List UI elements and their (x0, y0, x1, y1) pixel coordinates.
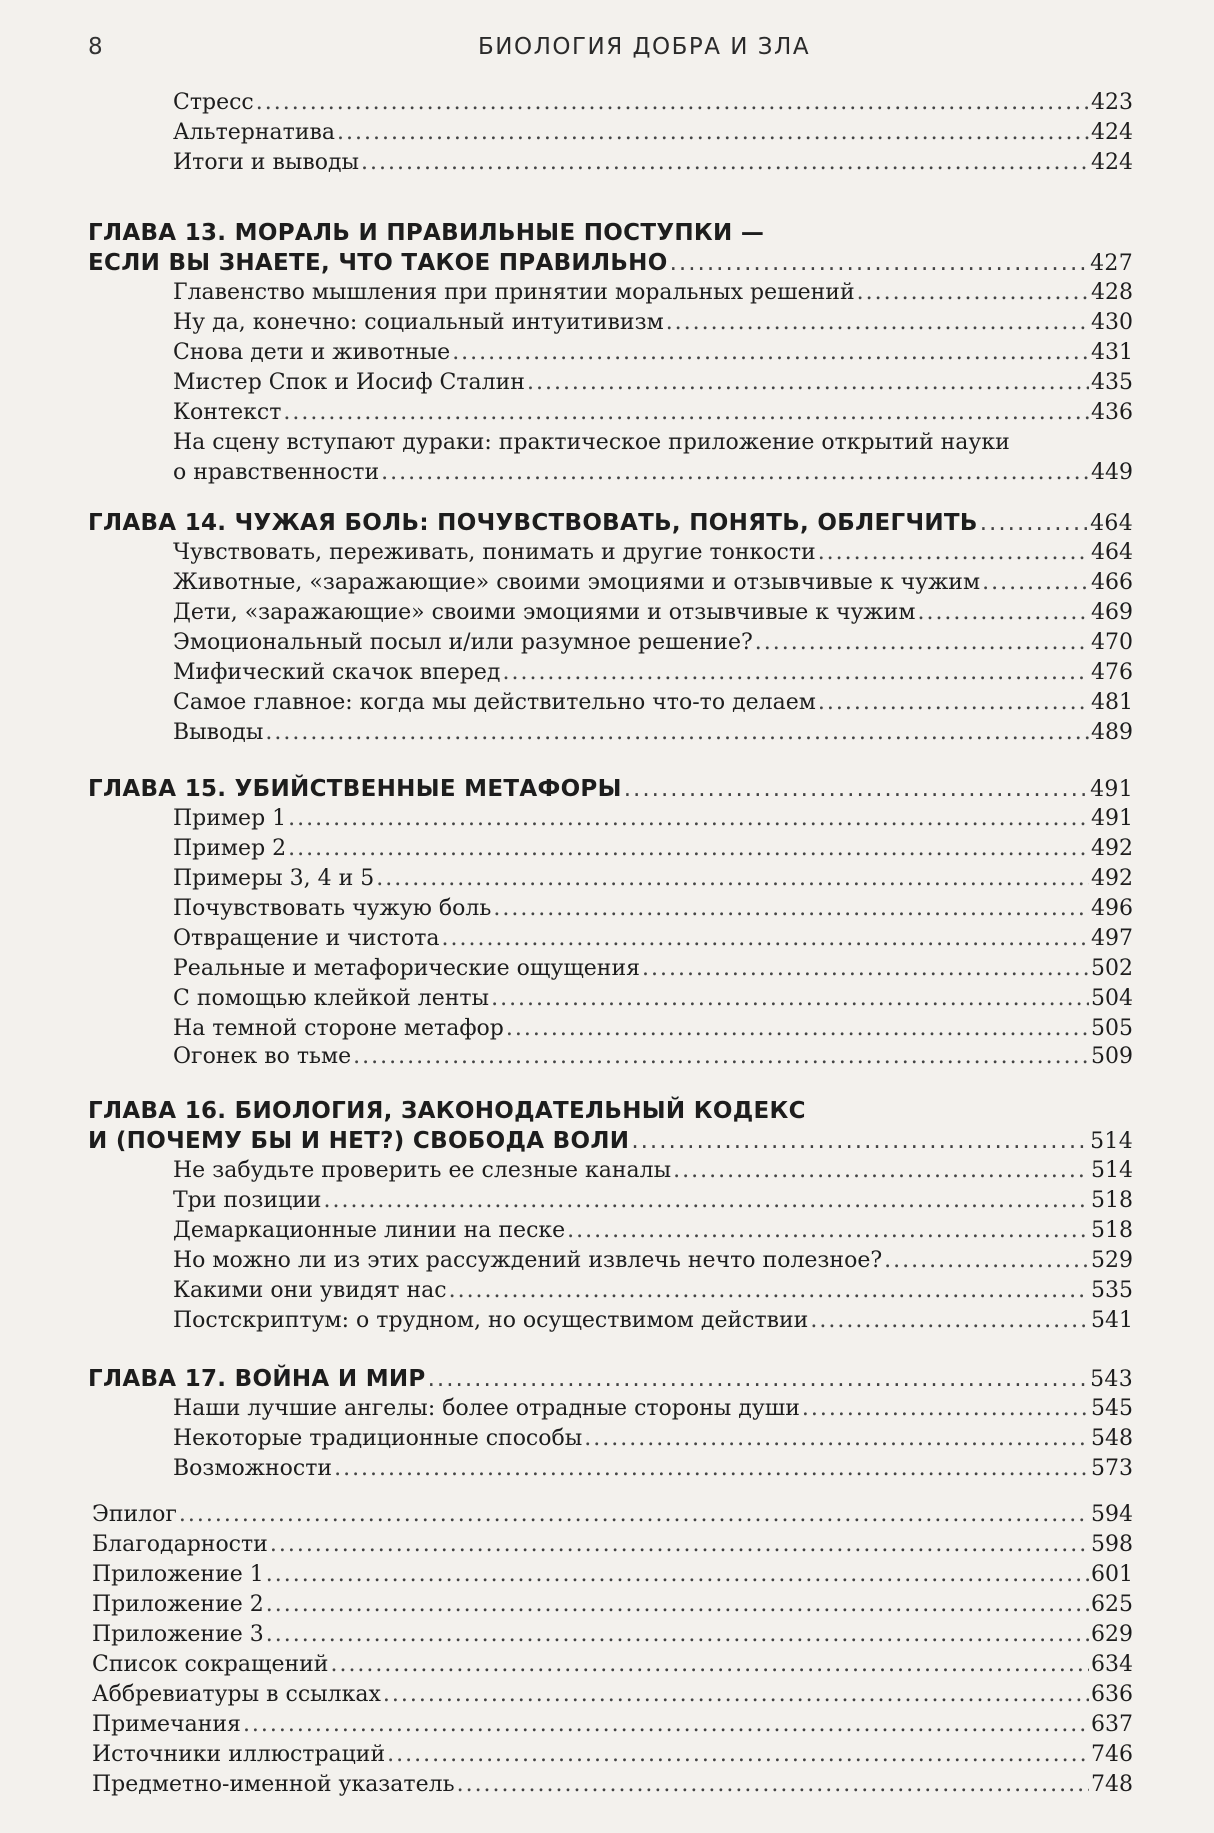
toc-entry (173, 864, 1133, 894)
toc-entry (173, 538, 1133, 568)
leader-dots (266, 1620, 1089, 1650)
leader-dots (755, 628, 1089, 658)
toc-entry (173, 308, 1133, 338)
toc-entry-title: Дети, «заражающие» своими эмоциями и отзывчивые к чужим (173, 600, 916, 625)
toc-entry-page: 424 (1091, 120, 1133, 145)
leader-dots (270, 1530, 1089, 1560)
toc-entry (173, 1454, 1133, 1484)
leader-dots (527, 368, 1089, 398)
leader-dots (361, 148, 1089, 178)
leader-dots (266, 1560, 1089, 1590)
leader-dots (818, 688, 1089, 718)
toc-entry (173, 278, 1133, 308)
leader-dots (884, 1246, 1089, 1276)
toc-entry-title: Пример 1 (173, 806, 287, 831)
toc-entry-page: 518 (1091, 1188, 1133, 1213)
toc-entry-page: 629 (1091, 1622, 1133, 1647)
toc-entry-page: 535 (1091, 1278, 1133, 1303)
toc-entry (173, 88, 1133, 118)
toc-entry-page: 541 (1091, 1308, 1133, 1333)
toc-entry-page: 548 (1091, 1426, 1133, 1451)
leader-dots (376, 864, 1089, 894)
toc-entry-page: 505 (1091, 1016, 1133, 1041)
toc-entry (173, 1276, 1133, 1306)
leader-dots (381, 458, 1089, 488)
leader-dots (283, 398, 1089, 428)
chapter-title: ГЛАВА 14. ЧУЖАЯ БОЛЬ: ПОЧУВСТВОВАТЬ, ПОНЯТЬ, ОБЛЕГЧИТЬ (88, 510, 978, 536)
toc-entry (173, 398, 1133, 428)
leader-dots (642, 954, 1089, 984)
leader-dots (491, 984, 1089, 1014)
toc-entry-title: Благодарности (92, 1532, 268, 1557)
leader-dots (506, 1014, 1089, 1044)
leader-dots (802, 1394, 1089, 1424)
toc-entry-page: 748 (1091, 1772, 1133, 1797)
leader-dots (818, 538, 1089, 568)
toc-entry-title: Стресс (173, 90, 254, 115)
toc-entry-title: Примеры 3, 4 и 5 (173, 866, 375, 891)
toc-entry-page: 470 (1091, 630, 1133, 655)
toc-entry-page: 430 (1091, 310, 1133, 335)
toc-entry-title: Эпилог (92, 1502, 177, 1527)
toc-entry-page: 491 (1091, 806, 1133, 831)
toc-entry (173, 598, 1133, 628)
leader-dots (449, 1276, 1089, 1306)
toc-entry (173, 1394, 1133, 1424)
leader-dots (179, 1500, 1089, 1530)
chapter-entry (88, 1126, 1133, 1156)
chapter-page: 514 (1090, 1129, 1133, 1154)
toc-entry-title: Не забудьте проверить ее слезные каналы (173, 1158, 672, 1183)
toc-entry-page: 504 (1091, 986, 1133, 1011)
toc-entry-title: Некоторые традиционные способы (173, 1426, 583, 1451)
leader-dots (452, 338, 1089, 368)
toc-entry-page: 428 (1091, 280, 1133, 305)
page-number: 8 (88, 34, 103, 60)
leader-dots (457, 1770, 1089, 1800)
toc-entry-title: о нравственности (173, 460, 380, 485)
toc-entry (173, 1424, 1133, 1454)
leader-dots (810, 1306, 1089, 1336)
toc-entry (173, 834, 1133, 864)
toc-entry (92, 1530, 1133, 1560)
toc-entry-title: Пример 2 (173, 836, 287, 861)
toc-entry-title: Чувствовать, переживать, понимать и другие тонкости (173, 540, 816, 565)
leader-dots (330, 1650, 1089, 1680)
leader-dots (493, 894, 1089, 924)
leader-dots (428, 1364, 1089, 1394)
toc-entry-title: Отвращение и чистота (173, 926, 440, 951)
toc-entry-title: Животные, «заражающие» своими эмоциями и отзывчивые к чужим (173, 570, 981, 595)
leader-dots (567, 1216, 1089, 1246)
toc-entry (92, 1620, 1133, 1650)
chapter-entry (88, 1364, 1133, 1394)
toc-entry-page: 594 (1091, 1502, 1133, 1527)
toc-entry (92, 1590, 1133, 1620)
toc-entry-title: С помощью клейкой ленты (173, 986, 490, 1011)
toc-entry (92, 1770, 1133, 1800)
toc-entry (173, 118, 1133, 148)
toc-entry-title: Ну да, конечно: социальный интуитивизм (173, 310, 664, 335)
toc-entry (173, 688, 1133, 718)
toc-entry-title: Выводы (173, 720, 264, 745)
leader-dots (265, 718, 1089, 748)
toc-entry (173, 368, 1133, 398)
leader-dots (584, 1424, 1089, 1454)
toc-entry-title: Демаркационные линии на песке (173, 1218, 566, 1243)
toc-entry-title: Итоги и выводы (173, 150, 360, 175)
chapter-title: ГЛАВА 16. БИОЛОГИЯ, ЗАКОНОДАТЕЛЬНЫЙ КОДЕКС (88, 1098, 806, 1124)
leader-dots (288, 804, 1089, 834)
leader-dots (857, 278, 1089, 308)
toc-entry-page: 449 (1091, 460, 1133, 485)
toc-entry (92, 1680, 1133, 1710)
toc-entry (173, 628, 1133, 658)
toc-entry-title: Аббревиатуры в ссылках (92, 1682, 381, 1707)
toc-entry-page: 436 (1091, 400, 1133, 425)
toc-entry-title: Реальные и метафорические ощущения (173, 956, 640, 981)
toc-entry-page: 518 (1091, 1218, 1133, 1243)
running-head (88, 30, 1134, 70)
leader-dots (666, 308, 1089, 338)
leader-dots (266, 1590, 1089, 1620)
chapter-page: 543 (1090, 1367, 1133, 1392)
toc-entry-page: 423 (1091, 90, 1133, 115)
toc-entry (92, 1500, 1133, 1530)
toc-entry-title: Контекст (173, 400, 282, 425)
toc-entry-page: 431 (1091, 340, 1133, 365)
chapter-page: 464 (1090, 511, 1133, 536)
toc-entry (173, 984, 1133, 1014)
toc-entry (173, 148, 1133, 178)
leader-dots (288, 834, 1089, 864)
chapter-title: ЕСЛИ ВЫ ЗНАЕТЕ, ЧТО ТАКОЕ ПРАВИЛЬНО (88, 250, 668, 276)
running-title: БИОЛОГИЯ ДОБРА И ЗЛА (478, 34, 811, 60)
toc-entry-title: Приложение 2 (92, 1592, 264, 1617)
leader-dots (383, 1680, 1089, 1710)
toc-entry (173, 1014, 1133, 1044)
toc-entry-page: 637 (1091, 1712, 1133, 1737)
leader-dots (243, 1710, 1089, 1740)
toc-entry (92, 1650, 1133, 1680)
toc-entry (173, 1156, 1133, 1186)
chapter-entry (88, 248, 1133, 278)
leader-dots (670, 248, 1089, 278)
toc-entry (173, 1186, 1133, 1216)
toc-entry-page: 502 (1091, 956, 1133, 981)
toc-entry (173, 924, 1133, 954)
leader-dots (917, 598, 1089, 628)
toc-entry-page: 469 (1091, 600, 1133, 625)
leader-dots (256, 88, 1089, 118)
leader-dots (334, 1454, 1089, 1484)
toc-entry-page: 634 (1091, 1652, 1133, 1677)
toc-entry (92, 1740, 1133, 1770)
toc-entry-page: 464 (1091, 540, 1133, 565)
toc-entry-page: 424 (1091, 150, 1133, 175)
toc-entry-title: Источники иллюстраций (92, 1742, 386, 1767)
toc-entry-page: 529 (1091, 1248, 1133, 1273)
toc-entry-page: 573 (1091, 1456, 1133, 1481)
toc-entry (173, 1042, 1133, 1072)
toc-entry (173, 568, 1133, 598)
toc-entry-title: Огонек во тьме (173, 1044, 352, 1069)
toc-entry-title: Предметно-именной указатель (92, 1772, 455, 1797)
toc-entry (173, 458, 1133, 488)
chapter-title: ГЛАВА 13. МОРАЛЬ И ПРАВИЛЬНЫЕ ПОСТУПКИ — (88, 220, 765, 246)
toc-entry-title: Примечания (92, 1712, 241, 1737)
chapter-title: ГЛАВА 15. УБИЙСТВЕННЫЕ МЕТАФОРЫ (88, 776, 622, 802)
leader-dots (980, 508, 1088, 538)
toc-entry-title: Приложение 3 (92, 1622, 264, 1647)
chapter-title: И (ПОЧЕМУ БЫ И НЕТ?) СВОБОДА ВОЛИ (88, 1128, 630, 1154)
toc-entry (173, 718, 1133, 748)
leader-dots (337, 118, 1089, 148)
toc-entry (173, 1216, 1133, 1246)
toc-entry-title: Главенство мышления при принятии моральных решений (173, 280, 855, 305)
chapter-page: 427 (1090, 251, 1133, 276)
leader-dots (387, 1740, 1089, 1770)
toc-entry-title: Эмоциональный посыл и/или разумное решение? (173, 630, 753, 655)
toc-entry (173, 338, 1133, 368)
leader-dots (673, 1156, 1089, 1186)
toc-entry-page: 598 (1091, 1532, 1133, 1557)
toc-entry-page: 514 (1091, 1158, 1133, 1183)
chapter-page: 491 (1090, 777, 1133, 802)
toc-entry (173, 804, 1133, 834)
toc-entry (92, 1710, 1133, 1740)
toc-entry-page: 746 (1091, 1742, 1133, 1767)
toc-entry-title: Три позиции (173, 1188, 322, 1213)
toc-entry-page: 481 (1091, 690, 1133, 715)
toc-entry-page: 601 (1091, 1562, 1133, 1587)
leader-dots (442, 924, 1090, 954)
toc-entry-page: 497 (1091, 926, 1133, 951)
toc-entry-title: Альтернатива (173, 120, 336, 145)
toc-entry-title: Самое главное: когда мы действительно что-то делаем (173, 690, 816, 715)
toc-entry (173, 1246, 1133, 1276)
toc-entry-page: 492 (1091, 866, 1133, 891)
toc-entry-page: 545 (1091, 1396, 1133, 1421)
chapter-entry (88, 508, 1133, 538)
toc-entry-page: 466 (1091, 570, 1133, 595)
toc-entry-title: Почувствовать чужую боль (173, 896, 492, 921)
leader-dots (323, 1186, 1089, 1216)
toc-entry-title: Приложение 1 (92, 1562, 264, 1587)
toc-entry-page: 625 (1091, 1592, 1133, 1617)
toc-entry-title: На темной стороне метафор (173, 1016, 504, 1041)
toc-entry-title: Постскриптум: о трудном, но осуществимом действии (173, 1308, 809, 1333)
leader-dots (502, 658, 1089, 688)
toc-entry-title: Мистер Спок и Иосиф Сталин (173, 370, 525, 395)
toc-entry-title: Список сокращений (92, 1652, 329, 1677)
toc-entry-title: Но можно ли из этих рассуждений извлечь нечто полезное? (173, 1248, 883, 1273)
toc-entry-page: 636 (1091, 1682, 1133, 1707)
toc-entry-title: Снова дети и животные (173, 340, 451, 365)
toc-entry-page: 476 (1091, 660, 1133, 685)
toc-entry (173, 894, 1133, 924)
toc-entry (173, 658, 1133, 688)
toc-entry (92, 1560, 1133, 1590)
toc-entry-title: Возможности (173, 1456, 333, 1481)
chapter-title: ГЛАВА 17. ВОЙНА И МИР (88, 1366, 426, 1392)
toc-entry-page: 492 (1091, 836, 1133, 861)
leader-dots (631, 1126, 1088, 1156)
toc-entry (173, 954, 1133, 984)
leader-dots (353, 1042, 1089, 1072)
leader-dots (982, 568, 1089, 598)
toc-entry-page: 489 (1091, 720, 1133, 745)
toc-entry-title: Наши лучшие ангелы: более отрадные стороны души (173, 1396, 800, 1421)
toc-entry-title: Мифический скачок вперед (173, 660, 501, 685)
toc-entry-title: Какими они увидят нас (173, 1278, 447, 1303)
leader-dots (624, 774, 1088, 804)
chapter-entry (88, 774, 1133, 804)
toc-entry-page: 435 (1091, 370, 1133, 395)
toc-entry-page: 496 (1091, 896, 1133, 921)
toc-entry-title: На сцену вступают дураки: практическое приложение открытий науки (173, 430, 1010, 455)
toc-entry (173, 1306, 1133, 1336)
toc-entry-page: 509 (1091, 1044, 1133, 1069)
